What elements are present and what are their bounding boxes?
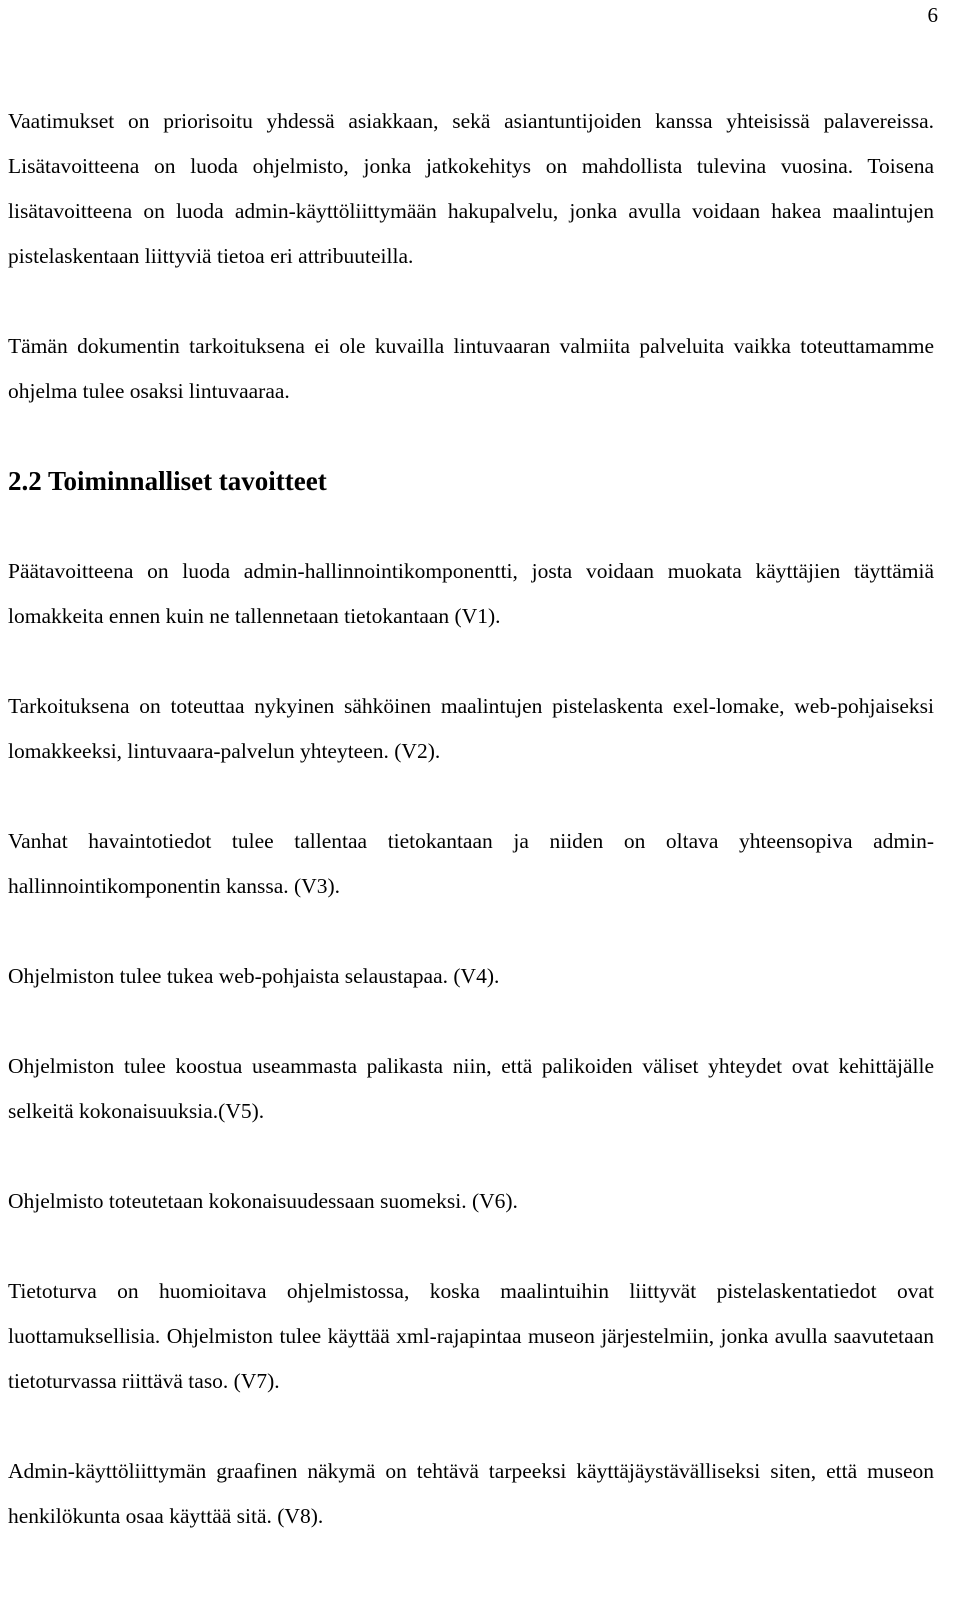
paragraph-requirement-v5: Ohjelmiston tulee koostua useammasta palikasta niin, että palikoiden väliset yhteydet ovat kehittäjälle selkeitä kokonaisuuksia.(V5). — [8, 1054, 934, 1123]
paragraph-spacer — [8, 1404, 934, 1449]
paragraph-spacer — [8, 279, 934, 324]
paragraph-spacer — [8, 999, 934, 1044]
paragraph-requirement-v7: Tietoturva on huomioitava ohjelmistossa, koska maalintuihin liittyvät pistelaskentatiedot ovat luottamuksellisia. Ohjelmiston tulee käyttää xml-rajapintaa museon järjestelmiin, jonka avulla saavutetaan tietoturvassa riittävä taso. (V7). — [8, 1279, 934, 1393]
paragraph-spacer — [8, 1134, 934, 1179]
paragraph-requirement-v3: Vanhat havaintotiedot tulee tallentaa tietokantaan ja niiden on oltava yhteensopiva admin-hallinnointikomponentin kanssa. (V3). — [8, 829, 934, 898]
paragraph-requirement-v4: Ohjelmiston tulee tukea web-pohjaista selaustapaa. (V4). — [8, 964, 500, 988]
paragraph-spacer — [8, 774, 934, 819]
paragraph-document-scope: Tämän dokumentin tarkoituksena ei ole kuvailla lintuvaaran valmiita palveluita vaikka toteuttamamme ohjelma tulee osaksi lintuvaaraa. — [8, 334, 934, 403]
paragraph-requirement-v2: Tarkoituksena on toteuttaa nykyinen sähköinen maalintujen pistelaskenta exel-lomake, web-pohjaiseksi lomakkeeksi, lintuvaara-palvelun yhteyteen. (V2). — [8, 694, 934, 763]
paragraph-spacer — [8, 639, 934, 684]
section-heading: 2.2 Toiminnalliset tavoitteet — [8, 466, 327, 496]
page-number: 6 — [927, 3, 938, 27]
paragraph-spacer — [8, 1224, 934, 1269]
paragraph-requirement-v6: Ohjelmisto toteutetaan kokonaisuudessaan suomeksi. (V6). — [8, 1189, 518, 1213]
paragraph-requirements-prioritization: Vaatimukset on priorisoitu yhdessä asiakkaan, sekä asiantuntijoiden kanssa yhteisissä palavereissa. Lisätavoitteena on luoda ohjelmisto, jonka jatkokehitys on mahdollista tulevina vuosina. Toisena lisätavoitteena on luoda admin-käyttöliittymään hakupalvelu, jonka avulla voidaan hakea maalintujen pistelaskentaan liittyviä tietoa eri attribuuteilla. — [8, 109, 934, 268]
heading-spacer — [8, 504, 934, 549]
document-body — [8, 99, 934, 1539]
paragraph-requirement-v1: Päätavoitteena on luoda admin-hallinnointikomponentti, josta voidaan muokata käyttäjien täyttämiä lomakkeita ennen kuin ne tallennetaan tietokantaan (V1). — [8, 559, 934, 628]
paragraph-spacer — [8, 414, 934, 459]
paragraph-spacer — [8, 909, 934, 954]
paragraph-requirement-v8: Admin-käyttöliittymän graafinen näkymä on tehtävä tarpeeksi käyttäjäystävälliseksi siten, että museon henkilökunta osaa käyttää sitä. (V8). — [8, 1459, 934, 1528]
